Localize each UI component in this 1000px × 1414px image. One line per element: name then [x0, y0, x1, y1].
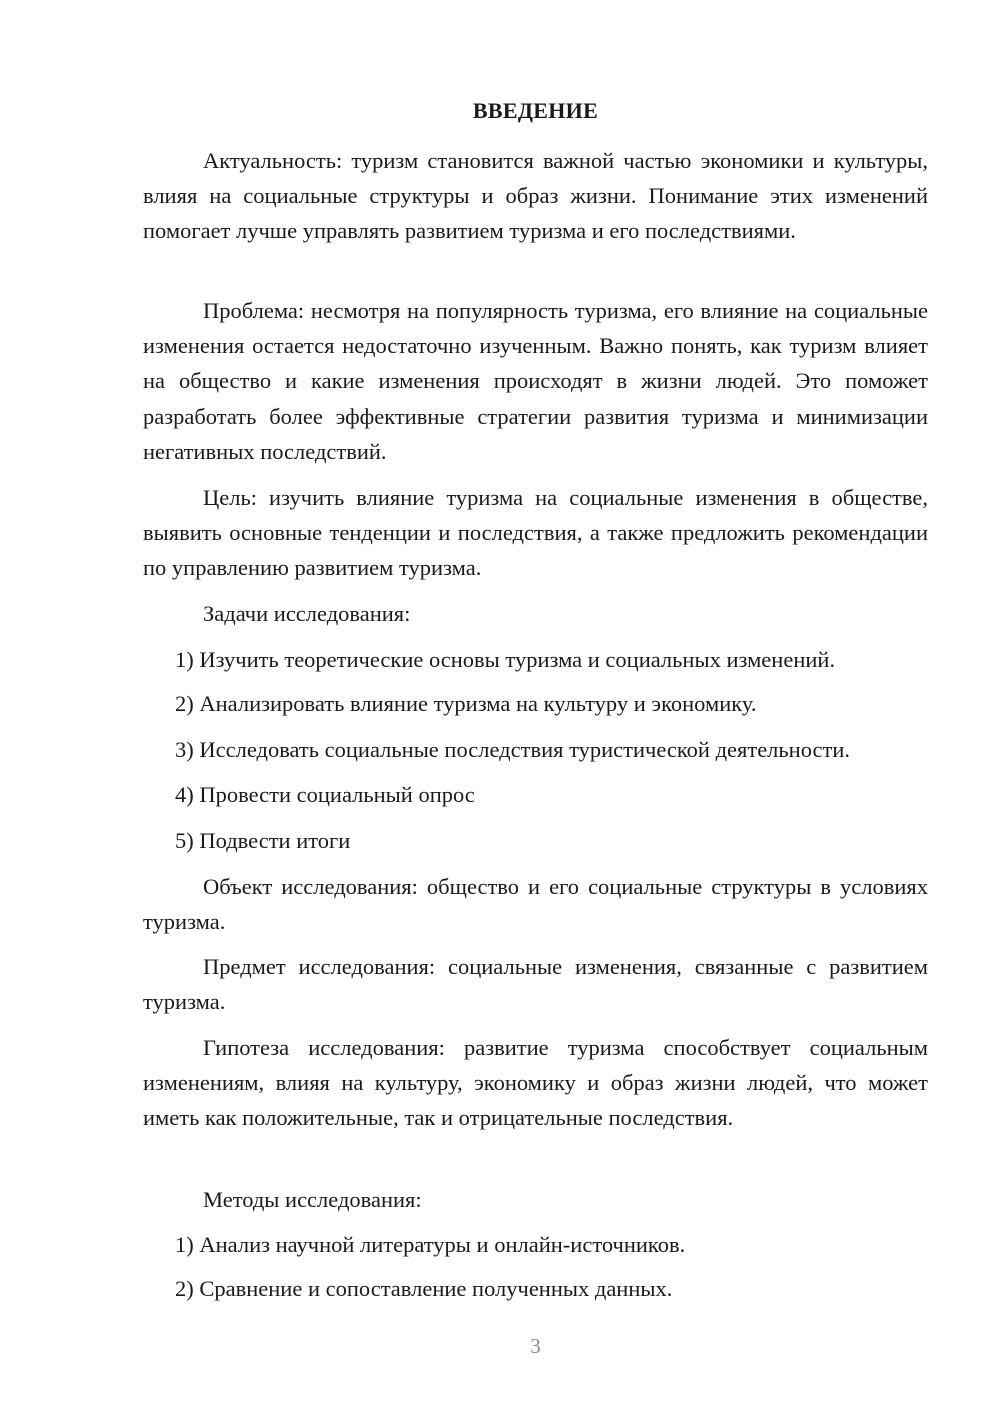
object-paragraph: Объект исследования: общество и его социальные структуры в условиях туризма.	[143, 874, 928, 935]
task-item: 3) Исследовать социальные последствия туристической деятельности.	[175, 737, 850, 762]
document-page	[143, 0, 928, 1414]
tasks-title: Задачи исследования:	[203, 601, 411, 626]
methods-title: Методы исследования:	[203, 1187, 422, 1212]
task-item: 4) Провести социальный опрос	[175, 782, 475, 807]
task-item: 5) Подвести итоги	[175, 828, 351, 853]
problem-paragraph: Проблема: несмотря на популярность туризма, его влияние на социальные изменения остается недостаточно изученным. Важно понять, как туризм влияет на общество и какие изменения происходят в жизни людей. Это поможет разработать более эффективные стратегии развития туризма и минимизации негативных последствий.	[143, 298, 928, 464]
method-item: 1) Анализ научной литературы и онлайн-источников.	[175, 1232, 686, 1257]
goal-paragraph: Цель: изучить влияние туризма на социальные изменения в обществе, выявить основные тенденции и последствия, а также предложить рекомендации по управлению развитием туризма.	[143, 485, 928, 581]
hypothesis-paragraph: Гипотеза исследования: развитие туризма способствует социальным изменениям, влияя на культуру, экономику и образ жизни людей, что может иметь как положительные, так и отрицательные последствия.	[143, 1035, 928, 1131]
method-item: 2) Сравнение и сопоставление полученных данных.	[175, 1276, 673, 1301]
page-number: 3	[530, 1334, 541, 1358]
task-item: 1) Изучить теоретические основы туризма и социальных изменений.	[175, 647, 836, 672]
relevance-paragraph: Актуальность: туризм становится важной частью экономики и культуры, влияя на социальные структуры и образ жизни. Понимание этих изменений помогает лучше управлять развитием туризма и его последствиями.	[143, 148, 928, 244]
subject-paragraph: Предмет исследования: социальные изменения, связанные с развитием туризма.	[143, 954, 928, 1015]
task-item: 2) Анализировать влияние туризма на культуру и экономику.	[175, 691, 757, 716]
section-heading: ВВЕДЕНИЕ	[472, 98, 599, 123]
